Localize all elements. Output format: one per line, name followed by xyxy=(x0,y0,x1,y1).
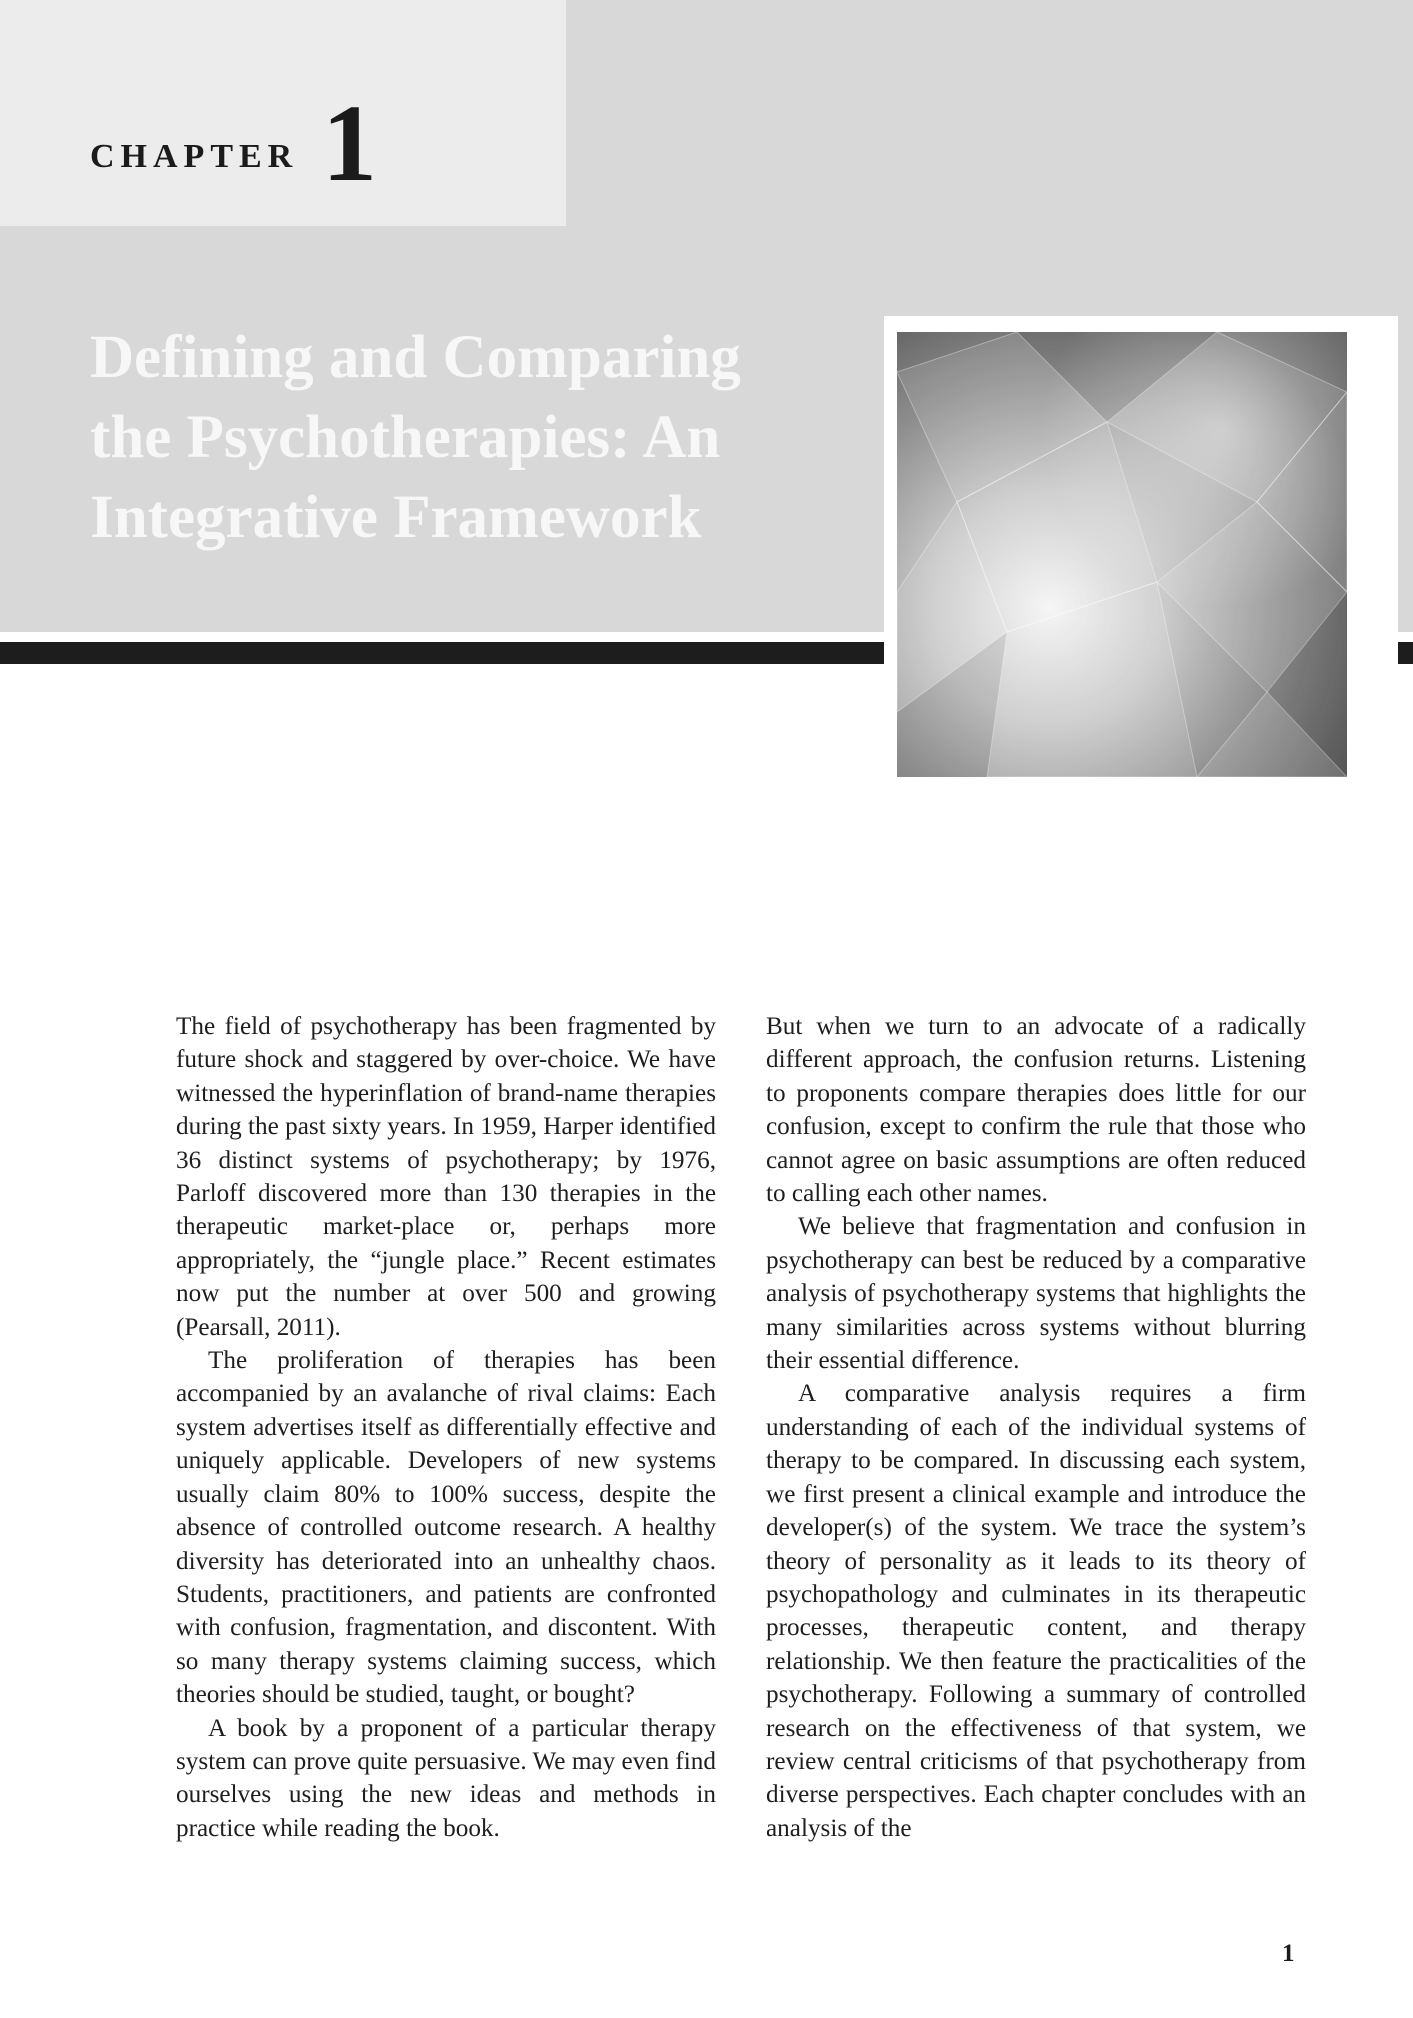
chapter-title-line-2: the Psychotherapies: An xyxy=(90,404,721,471)
horizontal-rule-left xyxy=(0,642,884,664)
paragraph: A comparative analysis requires a firm understanding of each of the individual systems of therapy to be compared. In discussing each system, we first present a clinical example and introduce the developer(s) of the system. We trace the system’s theory of personality as it leads to its theory of psychopathology and culminates in its therapeutic processes, therapeutic content, and therapy relationship. We then feature the practicalities of the psychotherapy. Following a summary of controlled research on the effectiveness of that system, we review central criticisms of that psychotherapy from diverse perspectives. Each chapter concludes with an analysis of the xyxy=(766,1380,1306,1842)
right-text-column xyxy=(766,1010,1306,1845)
chapter-label: CHAPTER xyxy=(90,138,299,175)
left-text-column xyxy=(176,1010,716,1845)
paragraph: The field of psychotherapy has been fragmented by future shock and staggered by over-choice. We have witnessed the hyperinflation of brand-name therapies during the past sixty years. In 1959, Harper identified 36 distinct systems of psychotherapy; by 1976, Parloff discovered more than 130 therapies in the therapeutic market-place or, perhaps more appropriately, the “jungle place.” Recent estimates now put the number at over 500 and growing (Pearsall, 2011). xyxy=(176,1013,716,1341)
paragraph: The proliferation of therapies has been accompanied by an avalanche of rival claims: Each system advertises itself as differentially effective and uniquely applicable. Developers of new systems usually claim 80% to 100% success, despite the absence of controlled outcome research. A healthy diversity has deteriorated into an unhealthy chaos. Students, practitioners, and patients are confronted with confusion, fragmentation, and discontent. With so many therapy systems claiming success, which theories should be studied, taught, or bought? xyxy=(176,1347,716,1709)
chapter-title-line-3: Integrative Framework xyxy=(90,484,702,551)
paragraph: We believe that fragmentation and confusion in psychotherapy can best be reduced by a comparative analysis of psychotherapy systems that highlights the many similarities across systems without blurring their essential difference. xyxy=(766,1213,1306,1375)
horizontal-rule-right xyxy=(1398,642,1413,664)
paragraph: A book by a proponent of a particular therapy system can prove quite persuasive. We may even find ourselves using the new ideas and methods in practice while reading the book. xyxy=(176,1714,716,1842)
abstract-polygon-image xyxy=(897,332,1347,777)
chapter-number: 1 xyxy=(322,82,377,204)
paragraph: But when we turn to an advocate of a radically different approach, the confusion returns. Listening to proponents compare therapies does little for our confusion, except to confirm the rule that those who cannot agree on basic assumptions are often reduced to calling each other names. xyxy=(766,1013,1306,1208)
page-number: 1 xyxy=(1282,1940,1295,1967)
chapter-title-line-1: Defining and Comparing xyxy=(90,324,741,391)
chapter-title xyxy=(90,318,890,558)
chapter-box xyxy=(0,0,566,226)
